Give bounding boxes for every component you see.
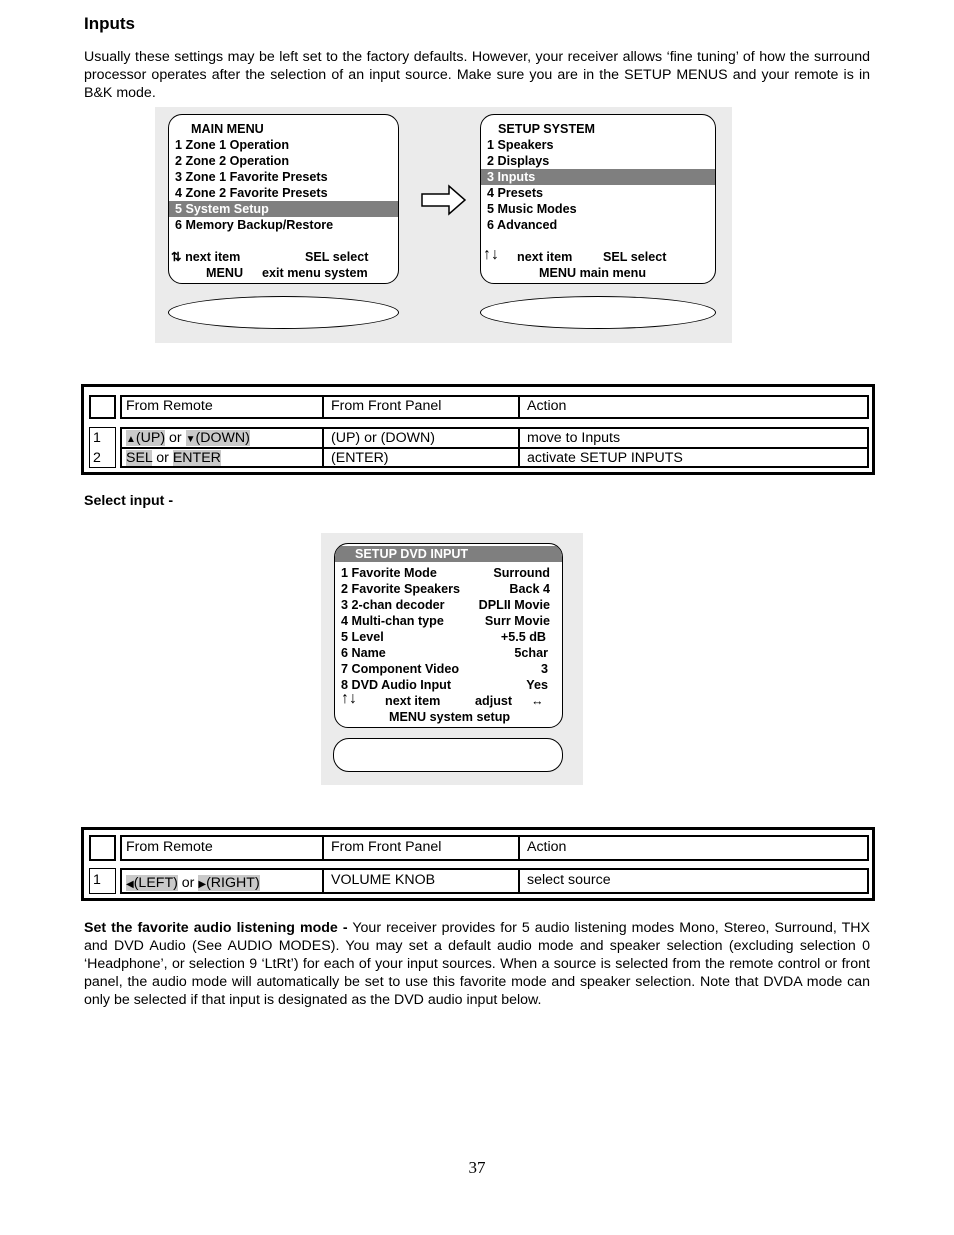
- remote-keys: SEL or ENTER: [126, 450, 221, 466]
- header-num-cell: [89, 835, 116, 861]
- favorite-mode-text: Your receiver provides for 5 audio listening modes Mono, Stereo, Surround, THX and DVD Audio (See AUDIO MODES). You may set a default audio mode and speaker selection (excluding selection 0 ‘Headphone’, or selection 9 ‘LtRt’) for each of your input sources. When a source is selected from the remote control or front panel, the audio mode will automatically be set to use this favorite mode and speaker selection. Note that DVDA mode can only be selected if that input is designated as the DVD audio input below.: [84, 920, 870, 1008]
- divider: [322, 397, 324, 417]
- divider: [322, 870, 324, 892]
- footer-next-item: next item: [517, 250, 573, 264]
- action-text: select source: [527, 872, 611, 888]
- row-num: 1: [93, 430, 101, 446]
- menu-illustration-panel: [155, 107, 732, 343]
- footer-next-item: next item: [185, 250, 241, 264]
- dvd-row: 5 Level +5.5 dB: [341, 630, 546, 644]
- panel-action: (ENTER): [331, 450, 389, 466]
- footer-select: SEL select: [305, 250, 369, 264]
- setup-system-title: SETUP SYSTEM: [498, 122, 596, 136]
- footer-next-item: next item: [385, 694, 441, 708]
- divider: [518, 429, 520, 466]
- instruction-table-2: [81, 827, 875, 901]
- divider: [518, 870, 520, 892]
- col-header-remote: From Remote: [126, 398, 213, 414]
- menu-item: 2 Displays: [487, 154, 550, 168]
- menu-item-selected: 5 System Setup: [169, 201, 398, 217]
- menu-item-selected: 3 Inputs: [481, 169, 715, 185]
- favorite-mode-heading: Set the favorite audio listening mode -: [84, 920, 348, 936]
- remote-keys: ◀(LEFT) or ▶(RIGHT): [126, 875, 260, 891]
- divider: [518, 837, 520, 859]
- menu-item: 2 Zone 2 Operation: [175, 154, 290, 168]
- display-oval: [168, 296, 399, 329]
- menu-item: 6 Advanced: [487, 218, 558, 232]
- row-num: 2: [93, 450, 101, 466]
- display-oval: [333, 738, 563, 772]
- up-triangle-icon: ▲: [126, 434, 136, 445]
- action-text: activate SETUP INPUTS: [527, 450, 683, 466]
- menu-item: 4 Presets: [487, 186, 544, 200]
- dvd-row: 8 DVD Audio Input Yes: [341, 678, 548, 692]
- page-number: 37: [468, 1158, 486, 1177]
- intro-paragraph: Usually these settings may be left set to the factory defaults. However, your receiver allows ‘fine tuning’ of how the surround processor operates after the selection of an input source. Make sure you are in the SETUP MENUS and your remote is in B&K mode.: [84, 49, 870, 101]
- dvd-menu-panel: [321, 533, 583, 785]
- menu-item: 5 Music Modes: [487, 202, 577, 216]
- footer-menu-key: MENU: [206, 266, 244, 280]
- dvd-row: 1 Favorite Mode Surround: [341, 566, 550, 580]
- footer-main-menu: MENU main menu: [539, 266, 647, 280]
- left-triangle-icon: ◀: [126, 879, 134, 890]
- menu-item: 1 Zone 1 Operation: [175, 138, 290, 152]
- dvd-row: 6 Name 5char: [341, 646, 548, 660]
- dvd-row: 7 Component Video 3: [341, 662, 548, 676]
- menu-item: 3 Zone 1 Favorite Presets: [175, 170, 328, 184]
- footer-adjust: adjust: [475, 694, 513, 708]
- panel-action: (UP) or (DOWN): [331, 430, 436, 446]
- divider: [322, 429, 324, 466]
- row-num: 1: [93, 872, 101, 888]
- dvd-row: 4 Multi-chan type Surr Movie: [341, 614, 550, 628]
- panel-action: VOLUME KNOB: [331, 872, 436, 888]
- down-triangle-icon: ▼: [185, 434, 196, 445]
- divider: [322, 837, 324, 859]
- right-arrow-icon: [421, 184, 467, 216]
- menu-item: 1 Speakers: [487, 138, 554, 152]
- setup-dvd-input-screen: [334, 543, 563, 728]
- menu-item: 4 Zone 2 Favorite Presets: [175, 186, 328, 200]
- instruction-table-1: [81, 384, 875, 475]
- header-row: [120, 395, 869, 419]
- page-heading: Inputs: [84, 14, 135, 33]
- footer-exit: exit menu system: [262, 266, 368, 280]
- setup-system-screen: [480, 114, 716, 284]
- col-header-panel: From Front Panel: [331, 839, 442, 855]
- dvd-row: 3 2-chan decoder DPLII Movie: [341, 598, 550, 612]
- divider: [518, 397, 520, 417]
- main-menu-title: MAIN MENU: [191, 122, 264, 136]
- footer-select: SEL select: [603, 250, 667, 264]
- right-triangle-icon: ▶: [198, 879, 207, 890]
- favorite-mode-paragraph: [84, 919, 870, 1009]
- header-row: [120, 835, 869, 861]
- up-down-arrows-icon: ⇅: [171, 250, 182, 264]
- action-text: move to Inputs: [527, 430, 621, 446]
- select-input-label: Select input -: [84, 493, 174, 509]
- dvd-menu-title: SETUP DVD INPUT: [335, 546, 562, 562]
- remote-keys: ▲(UP) or ▼(DOWN): [126, 430, 250, 446]
- col-header-action: Action: [527, 398, 567, 414]
- footer-system-setup: MENU system setup: [389, 710, 511, 724]
- header-num-cell: [89, 395, 116, 419]
- main-menu-screen: [168, 114, 399, 284]
- up-down-arrows-icon: ↑↓: [483, 246, 499, 263]
- col-header-action: Action: [527, 839, 567, 855]
- up-down-arrows-icon: ↑↓: [341, 690, 357, 707]
- col-header-panel: From Front Panel: [331, 398, 442, 414]
- dvd-row: 2 Favorite Speakers Back 4: [341, 582, 550, 596]
- left-right-arrows-icon: ↔: [531, 694, 544, 708]
- menu-item: 6 Memory Backup/Restore: [175, 218, 334, 232]
- display-oval: [480, 296, 716, 329]
- col-header-remote: From Remote: [126, 839, 213, 855]
